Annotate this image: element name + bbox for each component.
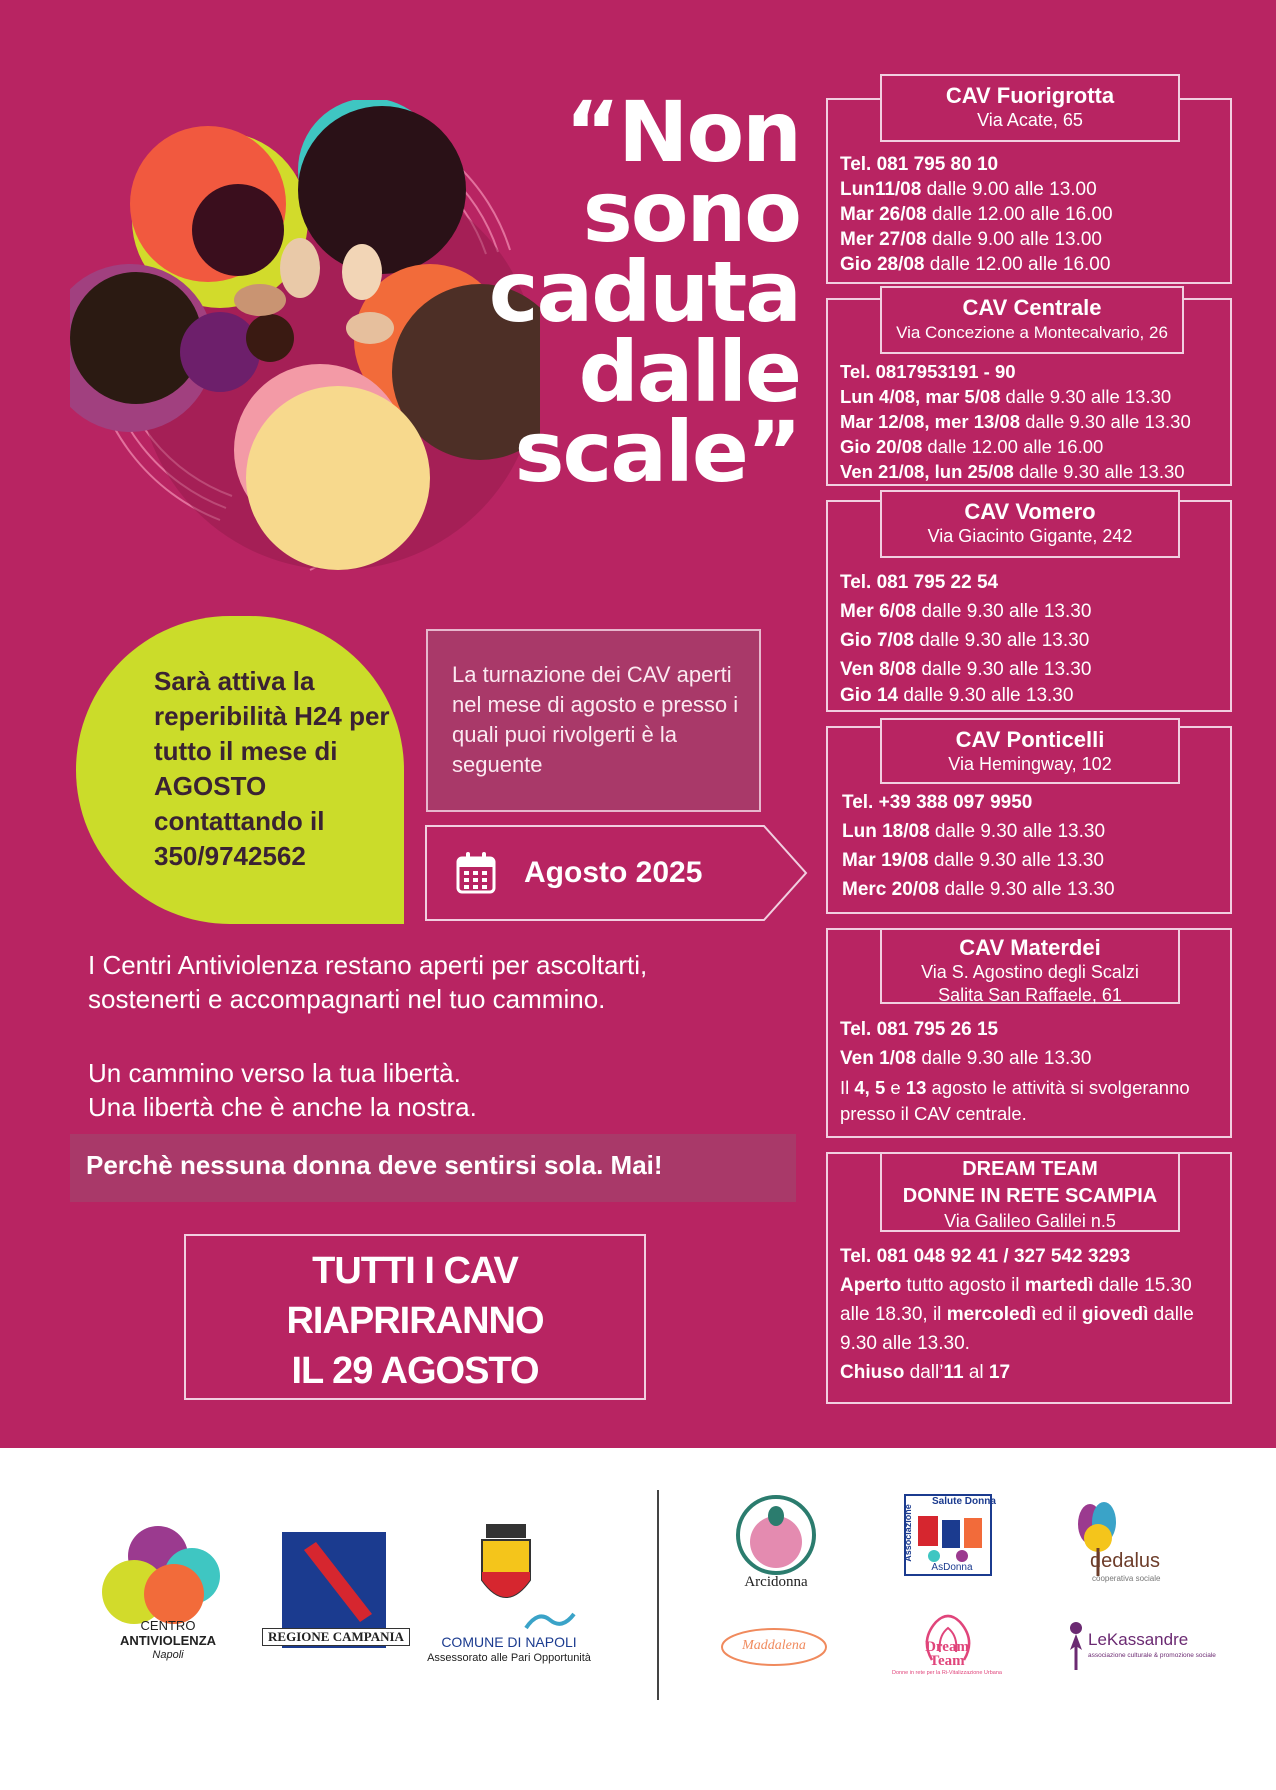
schedule-closed: Chiuso dall’11 al 17 xyxy=(840,1362,1011,1383)
title-line: sono xyxy=(582,163,800,261)
cav-name: CAV Ponticelli xyxy=(955,727,1105,752)
cav-header xyxy=(880,74,1180,142)
paragraph-line: sostenerti e accompagnarti nel tuo cammino. xyxy=(88,984,606,1014)
cav-address: Via Hemingway, 102 xyxy=(948,754,1112,774)
comune-napoli-crest xyxy=(476,1522,536,1614)
reopen-line: RIAPRIRANNO xyxy=(286,1300,544,1342)
schedule-line: Gio 14 dalle 9.30 alle 13.30 xyxy=(840,685,1074,706)
phone-line: Tel. 0817953191 - 90 xyxy=(840,361,1016,382)
cav-vomero-card xyxy=(826,500,1232,712)
title-line: dalle xyxy=(578,323,800,421)
maddalena-caption: Maddalena xyxy=(742,1638,806,1653)
phone-line: Tel. 081 048 92 41 / 327 542 3293 xyxy=(840,1246,1131,1267)
cav-address: Via Concezione a Montecalvario, 26 xyxy=(896,323,1168,342)
cav-schedule xyxy=(840,1242,1226,1387)
schedule-line: Lun 18/08 dalle 9.30 alle 13.30 xyxy=(842,821,1106,842)
cav-schedule xyxy=(840,1016,1226,1127)
footer-divider xyxy=(657,1490,659,1700)
cav-materdei-card xyxy=(826,928,1232,1138)
schedule-line: Merc 20/08 dalle 9.30 alle 13.30 xyxy=(842,879,1115,900)
salute-donna-title: Salute Donna xyxy=(932,1496,996,1507)
schedule-line: Mar 26/08 dalle 12.00 alle 16.00 xyxy=(840,204,1113,225)
lekassandre-subcaption: associazione culturale & promozione sociale xyxy=(1088,1652,1216,1659)
reopen-line: IL 29 AGOSTO xyxy=(291,1350,539,1392)
schedule-line: Mar 19/08 dalle 9.30 alle 13.30 xyxy=(842,850,1104,871)
schedule-line: Gio 28/08 dalle 12.00 alle 16.00 xyxy=(840,254,1111,275)
wave-icon xyxy=(524,1606,578,1634)
cav-address: Via Giacinto Gigante, 242 xyxy=(927,526,1133,546)
phone-line: Tel. 081 795 22 54 xyxy=(840,572,999,593)
salute-donna-side: Associazione xyxy=(903,1504,913,1562)
reopen-line: TUTTI I CAV xyxy=(312,1250,518,1292)
lekassandre-logo xyxy=(1066,1620,1086,1672)
schedule-hours: Aperto tutto agosto il martedì dalle 15.30 alle 18.30, il mercoledì ed il giovedì dalle 9.30 alle 13.30. xyxy=(840,1275,1194,1354)
cav-name: CAV Centrale xyxy=(962,295,1102,320)
schedule-line: Gio 7/08 dalle 9.30 alle 13.30 xyxy=(840,630,1090,651)
schedule-line: Mar 12/08, mer 13/08 dalle 9.30 alle 13.30 xyxy=(840,411,1191,432)
schedule-line: Mer 27/08 dalle 9.00 alle 13.00 xyxy=(840,229,1102,250)
schedule-line: Ven 1/08 dalle 9.30 alle 13.30 xyxy=(840,1048,1092,1069)
hotline-text: Sarà attiva la reperibilità H24 per tutto il mese di AGOSTO contattando il 350/9742562 xyxy=(154,666,390,871)
paragraph-line: Una libertà che è anche la nostra. xyxy=(88,1092,477,1122)
schedule-line: Gio 20/08 dalle 12.00 alle 16.00 xyxy=(840,436,1104,457)
cav-fuorigrotta-card xyxy=(826,83,1232,284)
calendar-icon xyxy=(455,851,497,895)
lekassandre-caption: LeKassandre xyxy=(1088,1630,1189,1649)
cav-name: DONNE IN RETE SCAMPIA xyxy=(902,1185,1158,1207)
cav-name: DREAM TEAM xyxy=(962,1158,1098,1180)
cav-name: CAV Materdei xyxy=(959,935,1101,960)
cav-schedule xyxy=(840,568,1226,708)
cav-address: Via Acate, 65 xyxy=(977,110,1083,130)
arcidonna-caption: Arcidonna xyxy=(744,1574,808,1590)
month-label: Agosto 2025 xyxy=(524,856,703,889)
phone-line: Tel. 081 795 26 15 xyxy=(840,1019,999,1040)
phone-line: Tel. 081 795 80 10 xyxy=(840,154,999,175)
reopen-text xyxy=(184,1246,646,1396)
info-text: La turnazione dei CAV aperti nel mese di agosto e presso i quali puoi rivolgerti è la seguente xyxy=(452,662,739,777)
title-line: scale” xyxy=(514,403,800,501)
dream-team-subcaption: Donne in rete per la Ri-Vitalizzazione Urbana xyxy=(892,1670,1002,1676)
cav-address: Via S. Agostino degli Scalzi xyxy=(921,962,1139,982)
cav-header xyxy=(880,718,1180,784)
cav-schedule xyxy=(840,152,1226,277)
paragraph-line: I Centri Antiviolenza restano aperti per ascoltarti, xyxy=(88,950,648,980)
cav-name: CAV Vomero xyxy=(964,499,1096,524)
paragraph-open xyxy=(88,948,647,1016)
centro-antiviolenza-caption: CENTRO ANTIVIOLENZA Napoli xyxy=(119,1618,217,1661)
cav-centrale-card xyxy=(826,295,1232,486)
cav-header xyxy=(880,928,1180,1004)
cav-schedule xyxy=(842,788,1226,904)
paragraph-freedom xyxy=(88,1056,477,1124)
title-line: caduta xyxy=(488,243,800,341)
cav-address: Via Galileo Galilei n.5 xyxy=(944,1211,1116,1231)
regione-campania-caption: REGIONE CAMPANIA xyxy=(262,1628,410,1646)
cav-schedule xyxy=(840,359,1226,484)
centro-antiviolenza-logo xyxy=(100,1522,226,1632)
dream-team-card xyxy=(826,1152,1232,1404)
dedalus-subcaption: cooperativa sociale xyxy=(1092,1574,1161,1583)
schedule-line: Ven 21/08, lun 25/08 dalle 9.30 alle 13.30 xyxy=(840,461,1185,482)
tagline-text: Perchè nessuna donna deve sentirsi sola. Mai! xyxy=(86,1150,663,1180)
cav-header xyxy=(880,1152,1180,1232)
dream-team-caption: Dream Team xyxy=(925,1639,969,1669)
schedule-line: Lun11/08 dalle 9.00 alle 13.00 xyxy=(840,179,1097,200)
dedalus-caption: dedalus xyxy=(1090,1550,1161,1572)
paragraph-line: Un cammino verso la tua libertà. xyxy=(88,1058,461,1088)
schedule-note: Il 4, 5 e 13 agosto le attività si svolgeranno presso il CAV centrale. xyxy=(840,1077,1190,1124)
title-quote xyxy=(260,83,800,501)
arcidonna-logo xyxy=(736,1494,816,1576)
schedule-line: Lun 4/08, mar 5/08 dalle 9.30 alle 13.30 xyxy=(840,386,1172,407)
cav-address: Salita San Raffaele, 61 xyxy=(938,985,1122,1005)
comune-napoli-caption: COMUNE DI NAPOLI Assessorato alle Pari Opportunità xyxy=(427,1634,591,1664)
cav-name: CAV Fuorigrotta xyxy=(945,83,1115,108)
title-line: “Non xyxy=(564,83,800,181)
schedule-line: Mer 6/08 dalle 9.30 alle 13.30 xyxy=(840,601,1092,622)
phone-line: Tel. +39 388 097 9950 xyxy=(842,792,1033,813)
cav-ponticelli-card xyxy=(826,726,1232,914)
salute-donna-caption: AsDonna xyxy=(931,1562,973,1573)
cav-header xyxy=(880,286,1184,354)
schedule-line: Ven 8/08 dalle 9.30 alle 13.30 xyxy=(840,659,1092,680)
cav-header xyxy=(880,490,1180,558)
